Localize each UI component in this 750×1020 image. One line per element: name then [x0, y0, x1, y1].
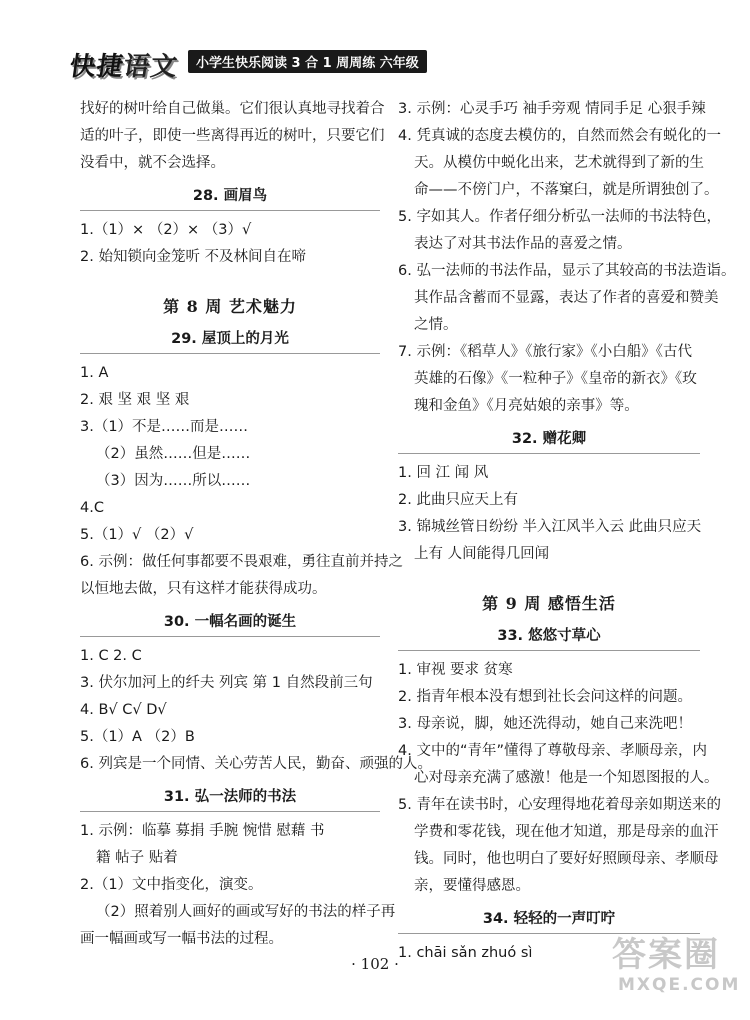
- answer: 1. C 2. C: [80, 648, 142, 664]
- answer: 学费和零花钱，现在他才知道，那是母亲的血汗: [414, 824, 719, 840]
- answer: 4. 文中的“青年”懂得了尊敬母亲、孝顺母亲，内: [398, 743, 707, 759]
- answer: 1. A: [80, 365, 109, 381]
- answer: 表达了对其书法作品的喜爱之情。: [414, 236, 632, 252]
- answer: 2. 始知锁向金笼听 不及林间自在啼: [80, 249, 307, 265]
- answer: 4.C: [80, 500, 104, 516]
- answer: 2. 此曲只应天上有: [398, 492, 518, 508]
- logo-char-2: 捷: [94, 52, 126, 82]
- answer: 3. 母亲说，脚，她还洗得动，她自己来洗吧！: [398, 716, 692, 732]
- watermark-logo: [612, 935, 741, 1007]
- week-title: 第 8 周 艺术魅力: [163, 297, 297, 316]
- answer: 1. 回 江 闻 风: [398, 465, 489, 481]
- answer: 瑰和金鱼》《月亮姑娘的亲事》等。: [414, 398, 639, 414]
- answer: 6. 示例：做任何事都要不畏艰难，勇往直前并持之: [80, 554, 403, 570]
- answer: 4. 凭真诚的态度去模仿的，自然而然会有蜕化的一: [398, 128, 721, 144]
- text-line: 适的叶子，即使一些离得再近的树叶，只要它们: [80, 128, 385, 144]
- page-number: · 102 ·: [351, 955, 399, 973]
- left-column: [80, 96, 432, 953]
- answer: 籍 帖子 贴着: [96, 850, 178, 866]
- book-logo: [67, 46, 180, 83]
- answer: 天。从模仿中蜕化出来，艺术就得到了新的生: [414, 155, 704, 171]
- answer: 2. 艰 坚 艰 坚 艰: [80, 392, 190, 408]
- answer: 1. chāi sǎn zhuó sì: [398, 945, 533, 961]
- answer: 钱。同时，他也明白了要好好照顾母亲、孝顺母: [414, 851, 719, 867]
- section-title: 32. 赠花卿: [511, 431, 587, 447]
- answer: 2. 指青年根本没有想到社长会问这样的问题。: [398, 689, 692, 705]
- series-title: 小学生快乐阅读 3 合 1 周周练 六年级: [188, 50, 427, 73]
- section-title: 30. 一幅名画的诞生: [163, 614, 297, 630]
- answer: 5.（1）√ （2）√: [80, 527, 194, 543]
- text-line: 没看中，就不会选择。: [80, 155, 225, 171]
- answer: 以恒地去做，只有这样才能获得成功。: [80, 581, 327, 597]
- answer: 7. 示例：《稻草人》《旅行家》《小白船》《古代: [398, 344, 692, 360]
- section-title: 29. 屋顶上的月光: [171, 331, 289, 347]
- page-header: [67, 40, 430, 82]
- answer: 5.（1）A （2）B: [80, 729, 195, 745]
- answer: 之情。: [414, 317, 458, 333]
- section-title: 31. 弘一法师的书法: [163, 789, 297, 805]
- answer: 3. 伏尔加河上的纤夫 列宾 第 1 自然段前三句: [80, 675, 373, 691]
- answer: 6. 弘一法师的书法作品，显示了其较高的书法造诣。: [398, 263, 736, 279]
- answer: 5. 青年在读书时，心安理得地花着母亲如期送来的: [398, 797, 721, 813]
- answer: 亲，要懂得感恩。: [414, 878, 530, 894]
- answer: 1. 审视 要求 贫寒: [398, 662, 513, 678]
- answer: 上有 人间能得几回闻: [414, 546, 550, 562]
- section-title: 28. 画眉鸟: [192, 188, 268, 204]
- answer: 1.（1）× （2）× （3）√: [80, 222, 252, 238]
- answer: 画一幅画或写一幅书法的过程。: [80, 931, 283, 947]
- watermark-text: 答案圈: [612, 935, 720, 975]
- answer: 命——不傍门户，不落窠臼，就是所谓独创了。: [414, 182, 719, 198]
- logo-char-3: 语文: [121, 52, 180, 82]
- answer: 4. B√ C√ D√: [80, 702, 167, 718]
- answer: 其作品含蓄而不显露，表达了作者的喜爱和赞美: [414, 290, 719, 306]
- section-title: 34. 轻轻的一声叮咛: [482, 911, 616, 927]
- answer: 5. 字如其人。作者仔细分析弘一法师的书法特色，: [398, 209, 721, 225]
- answer: 1. 示例：临摹 募捐 手腕 惋惜 慰藉 书: [80, 823, 325, 839]
- answer: 英雄的石像》《一粒种子》《皇帝的新衣》《玫: [414, 371, 697, 387]
- answer: 心对母亲充满了感激！他是一个知恩图报的人。: [414, 770, 719, 786]
- answer: （3）因为……所以……: [96, 473, 251, 489]
- answer: 3.（1）不是……而是……: [80, 419, 249, 435]
- answer: 6. 列宾是一个同情、关心劳苦人民，勤奋、顽强的人。: [80, 756, 432, 772]
- section-title: 33. 悠悠寸草心: [497, 628, 601, 644]
- answer: 3. 示例：心灵手巧 袖手旁观 情同手足 心狠手辣: [398, 101, 706, 117]
- logo-char-1: 快: [67, 52, 99, 82]
- answer: 3. 锦城丝管日纷纷 半入江风半入云 此曲只应天: [398, 519, 702, 535]
- right-column: [398, 96, 736, 967]
- watermark-url: MXQE.COM: [618, 975, 741, 995]
- answer: 2.（1）文中指变化，演变。: [80, 877, 263, 893]
- text-line: 找好的树叶给自己做巢。它们很认真地寻找着合: [80, 101, 385, 117]
- answer: （2）虽然……但是……: [96, 446, 251, 462]
- answer: （2）照着别人画好的画或写好的书法的样子再: [96, 904, 396, 920]
- week-title: 第 9 周 感悟生活: [482, 594, 616, 613]
